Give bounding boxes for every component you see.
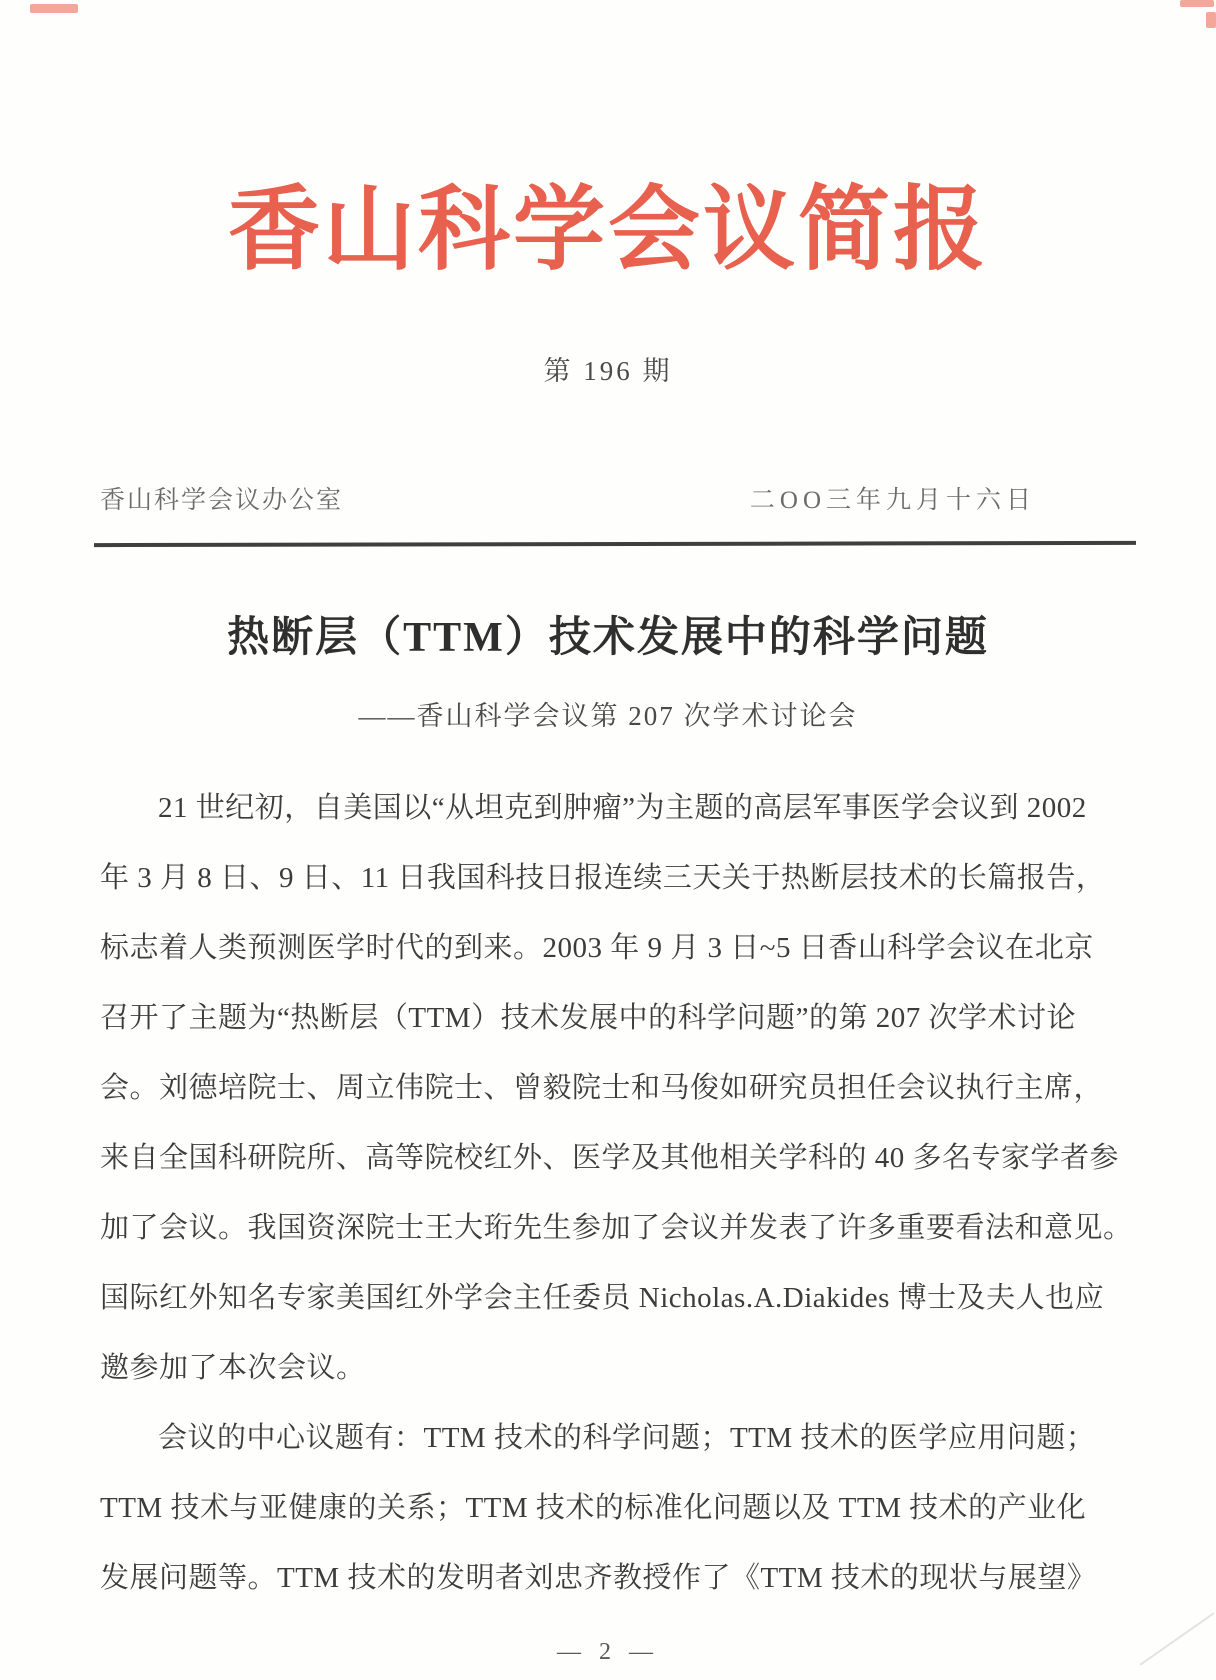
paragraph-line: 21 世纪初，自美国以“从坦克到肿瘤”为主题的高层军事医学会议到 2002 — [158, 792, 1087, 824]
paragraph-2 — [100, 1403, 1097, 1613]
article-body — [0, 773, 1133, 1613]
issue-number: 第 196 期 — [543, 356, 673, 386]
office-name: 香山科学会议办公室 — [100, 487, 344, 514]
header-row — [0, 480, 1216, 516]
paragraph-line: 会议的中心议题有：TTM 技术的科学问题；TTM 技术的医学应用问题； — [158, 1422, 1096, 1454]
header-divider-rule — [94, 541, 1136, 547]
paragraph-line: 年 3 月 8 日、9 日、11 日我国科技日报连续三天关于热断层技术的长篇报告， — [100, 862, 1106, 894]
paragraph-line: 召开了主题为“热断层（TTM）技术发展中的科学问题”的第 207 次学术讨论 — [100, 1002, 1076, 1034]
paragraph-line: 国际红外知名专家美国红外学会主任委员 Nicholas.A.Diakides 博士及夫人也应 — [100, 1282, 1105, 1314]
page-number: — 2 — — [557, 1639, 659, 1665]
article-subtitle: ——香山科学会议第 207 次学术讨论会 — [358, 701, 858, 731]
paragraph-line: 加了会议。我国资深院士王大珩先生参加了会议并发表了许多重要看法和意见。 — [100, 1212, 1133, 1244]
paragraph-line: 发展问题等。TTM 技术的发明者刘忠齐教授作了《TTM 技术的现状与展望》 — [100, 1562, 1097, 1594]
paragraph-line: 标志着人类预测医学时代的到来。2003 年 9 月 3 日~5 日香山科学会议在北京 — [100, 932, 1094, 964]
paragraph-1 — [100, 773, 1133, 1403]
paragraph-line: TTM 技术与亚健康的关系；TTM 技术的标准化问题以及 TTM 技术的产业化 — [100, 1492, 1087, 1524]
article-title: 热断层（TTM）技术发展中的科学问题 — [227, 615, 989, 661]
issue-date: 二OO三年九月十六日 — [749, 487, 1036, 514]
paragraph-line: 邀参加了本次会议。 — [100, 1352, 366, 1384]
paragraph-line: 会。刘德培院士、周立伟院士、曾毅院士和马俊如研究员担任会议执行主席， — [100, 1072, 1104, 1104]
scan-artifact-red-top-left — [30, 4, 78, 13]
paragraph-line: 来自全国科研院所、高等院校红外、医学及其他相关学科的 40 多名专家学者参 — [100, 1142, 1120, 1174]
masthead-title: 香山科学会议简报 — [227, 179, 988, 281]
scan-artifact-red-top-right-2 — [1206, 12, 1216, 28]
scan-artifact-red-top-right — [1180, 0, 1214, 7]
